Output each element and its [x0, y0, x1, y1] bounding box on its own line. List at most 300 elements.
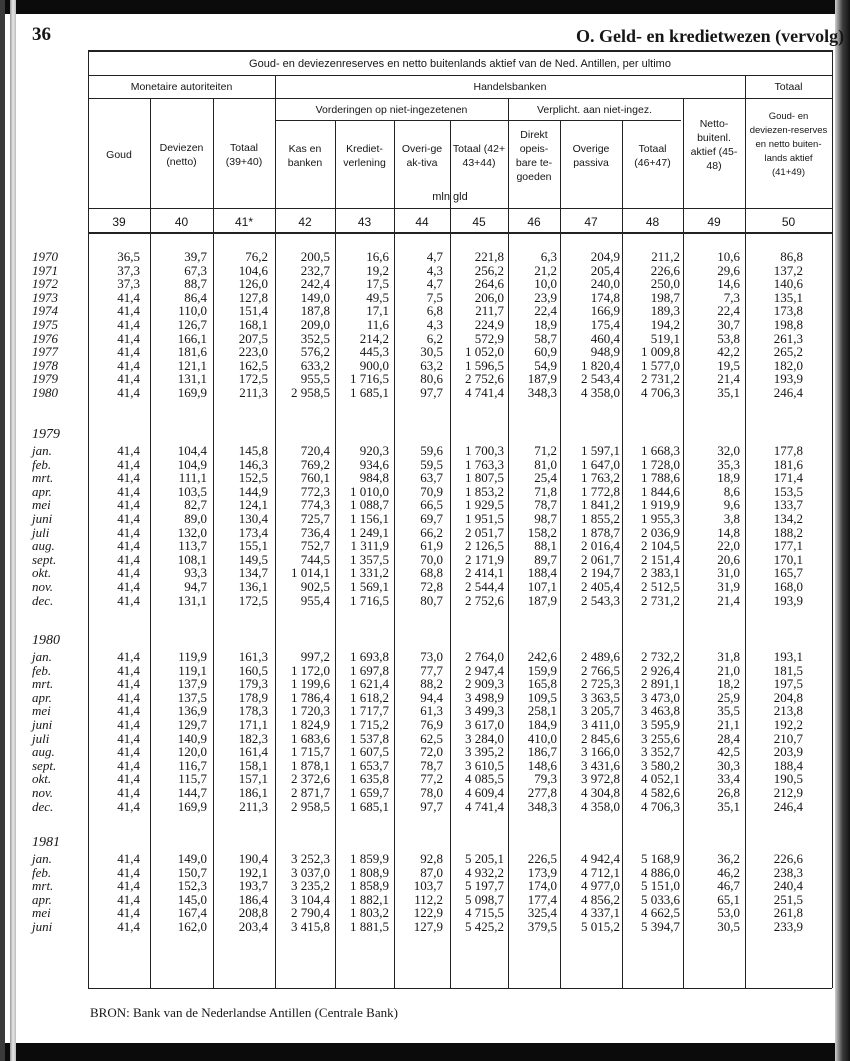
row-label: 1971: [32, 262, 58, 278]
table-cell: 169,9: [177, 385, 207, 400]
table-cell: 2 543,4: [581, 371, 620, 387]
table-cell: 752,7: [300, 538, 330, 554]
table-cell: 2 909,3: [465, 676, 504, 692]
table-cell: 59,6: [420, 443, 443, 458]
table-cell: 1 010,0: [350, 483, 389, 499]
table-cell: 174,8: [590, 289, 620, 305]
table-cell: 1 763,3: [465, 456, 504, 472]
table-cell: 209,0: [300, 317, 330, 332]
table-cell: 171,1: [238, 717, 268, 732]
table-cell: 221,8: [474, 249, 504, 264]
table-cell: 4 337,1: [581, 905, 620, 921]
table-cell: 2 891,1: [641, 676, 680, 692]
header-rule-numbers-bottom: [88, 232, 832, 234]
table-cell: 151,4: [238, 303, 268, 319]
group-monetaire: Monetaire autoriteiten: [130, 81, 233, 93]
table-cell: 68,8: [420, 565, 443, 581]
table-cell: 71,8: [534, 483, 557, 499]
table-cell: 1 929,5: [465, 497, 504, 513]
table-cell: 1 859,9: [350, 851, 389, 866]
page-gutter: [10, 0, 16, 1061]
group-totaal: Totaal: [774, 81, 803, 93]
table-cell: 72,8: [420, 579, 443, 594]
table-cell: 177,1: [773, 538, 803, 554]
column-header: Totaal (46+47): [634, 142, 671, 169]
table-cell: 132,0: [177, 524, 207, 540]
table-cell: 98,7: [534, 511, 557, 526]
column-rule: [832, 50, 833, 988]
table-cell: 1 668,3: [641, 443, 680, 458]
table-cell: 238,3: [773, 864, 803, 880]
table-cell: 113,7: [178, 538, 207, 554]
table-cell: 1 009,8: [641, 344, 680, 360]
table-cell: 41,4: [117, 919, 140, 934]
table-cell: 460,4: [590, 330, 620, 346]
table-cell: 203,4: [238, 919, 268, 934]
column-number: 50: [781, 215, 796, 229]
table-cell: 1 717,7: [350, 703, 389, 719]
table-cell: 240,0: [590, 276, 620, 292]
table-cell: 122,9: [413, 905, 443, 921]
table-cell: 87,0: [420, 864, 443, 880]
column-header: Kas en banken: [287, 142, 323, 169]
table-cell: 774,3: [300, 497, 330, 513]
table-cell: 3 235,2: [291, 878, 330, 894]
table-cell: 61,3: [420, 703, 443, 719]
row-label: dec.: [32, 798, 54, 814]
table-cell: 78,7: [534, 497, 557, 513]
table-cell: 86,8: [780, 249, 803, 264]
table-cell: 900,0: [359, 357, 389, 373]
row-label: feb.: [32, 662, 52, 678]
table-cell: 2 051,7: [465, 524, 504, 540]
row-label: 1974: [32, 303, 58, 319]
table-cell: 920,3: [359, 443, 389, 458]
table-cell: 6,8: [426, 303, 443, 319]
table-cell: 4 942,4: [581, 851, 620, 866]
table-cell: 144,7: [177, 785, 207, 800]
table-cell: 41,4: [117, 371, 140, 387]
table-cell: 70,0: [420, 551, 443, 567]
table-cell: 1 841,2: [581, 497, 620, 513]
table-cell: 1 803,2: [350, 905, 389, 921]
table-cell: 182,0: [773, 357, 803, 373]
row-label: juni: [32, 919, 53, 934]
header-rule-totaal: [745, 98, 832, 99]
table-cell: 14,8: [717, 524, 740, 540]
table-cell: 256,2: [474, 262, 504, 278]
table-cell: 10,6: [717, 249, 740, 264]
table-cell: 166,1: [177, 330, 207, 346]
row-label: juli: [32, 730, 50, 746]
table-cell: 181,5: [773, 662, 803, 678]
table-cell: 1 786,4: [291, 689, 330, 705]
scan-border-bottom: [0, 1043, 850, 1061]
column-header: Totaal (42+ 43+44): [452, 142, 506, 169]
table-cell: 3,8: [723, 511, 740, 526]
table-cell: 177,4: [527, 891, 557, 907]
row-label: 1980: [32, 385, 58, 400]
table-cell: 167,4: [177, 905, 207, 921]
row-label: feb.: [32, 456, 52, 472]
column-header: Goud- en deviezen-reserves en netto buiten-lands aktief (41+49): [749, 110, 828, 178]
table-cell: 80,7: [420, 592, 443, 608]
table-cell: 3 617,0: [465, 717, 504, 732]
table-cell: 445,3: [359, 344, 389, 360]
table-cell: 4 715,5: [465, 905, 504, 921]
table-cell: 1 199,6: [291, 676, 330, 692]
table-cell: 165,7: [773, 565, 803, 581]
table-cell: 22,0: [717, 538, 740, 554]
table-cell: 103,7: [413, 878, 443, 894]
table-cell: 4,3: [426, 317, 443, 332]
row-label: feb.: [32, 864, 52, 880]
table-cell: 4 712,1: [581, 864, 620, 880]
table-cell: 159,9: [527, 662, 557, 678]
table-cell: 16,6: [366, 249, 389, 264]
table-cell: 146,3: [238, 456, 268, 472]
table-cell: 2 512,5: [641, 579, 680, 594]
table-cell: 934,6: [359, 456, 389, 472]
table-cell: 1 088,7: [350, 497, 389, 513]
row-label: apr.: [32, 891, 52, 907]
table-cell: 162,5: [238, 357, 268, 373]
table-cell: 1 693,8: [350, 649, 389, 664]
table-cell: 18,2: [717, 676, 740, 692]
table-cell: 78,0: [420, 785, 443, 800]
row-label: okt.: [32, 771, 52, 787]
table-cell: 168,0: [773, 579, 803, 594]
table-cell: 1 621,4: [350, 676, 389, 692]
table-cell: 1 772,8: [581, 483, 620, 499]
table-cell: 77,2: [420, 771, 443, 787]
table-cell: 5 033,6: [641, 891, 680, 907]
table-cell: 769,2: [300, 456, 330, 472]
table-cell: 37,3: [117, 276, 140, 292]
table-cell: 63,7: [420, 470, 443, 486]
table-cell: 2 845,6: [581, 730, 620, 746]
table-cell: 29,6: [717, 262, 740, 278]
row-label: juli: [32, 524, 50, 540]
table-cell: 161,3: [238, 649, 268, 664]
table-cell: 66,5: [420, 497, 443, 513]
table-cell: 152,3: [177, 878, 207, 894]
table-cell: 1 156,1: [350, 511, 389, 526]
table-cell: 1 647,0: [581, 456, 620, 472]
table-cell: 4,7: [426, 276, 443, 292]
table-cell: 61,9: [420, 538, 443, 554]
table-cell: 1 716,5: [350, 592, 389, 608]
table-cell: 41,4: [117, 524, 140, 540]
table-cell: 130,4: [238, 511, 268, 526]
table-cell: 3 411,0: [581, 717, 620, 732]
page-edge-shadow: [835, 0, 850, 1061]
table-cell: 53,8: [717, 330, 740, 346]
table-cell: 60,9: [534, 344, 557, 360]
table-cell: 144,9: [238, 483, 268, 499]
table-cell: 5 205,1: [465, 851, 504, 866]
table-cell: 1 311,9: [350, 538, 389, 554]
table-cell: 190,4: [238, 851, 268, 866]
table-cell: 19,2: [366, 262, 389, 278]
table-cell: 36,5: [117, 249, 140, 264]
block-title: 1979: [32, 427, 60, 442]
table-cell: 89,7: [534, 551, 557, 567]
table-cell: 725,7: [300, 511, 330, 526]
table-cell: 18,9: [717, 470, 740, 486]
table-cell: 187,9: [527, 592, 557, 608]
table-cell: 155,1: [238, 538, 268, 554]
table-cell: 41,4: [117, 456, 140, 472]
table-cell: 2 752,6: [465, 592, 504, 608]
table-cell: 115,7: [178, 771, 207, 787]
table-cell: 198,7: [650, 289, 680, 305]
table-cell: 41,4: [117, 551, 140, 567]
table-cell: 150,7: [177, 864, 207, 880]
row-label: mrt.: [32, 470, 54, 486]
table-cell: 1 715,2: [350, 717, 389, 732]
table-cell: 184,9: [527, 717, 557, 732]
row-label: 1977: [32, 344, 58, 360]
table-cell: 116,7: [178, 757, 207, 773]
table-cell: 10,0: [534, 276, 557, 292]
table-cell: 203,9: [773, 744, 803, 760]
table-cell: 2 732,2: [641, 649, 680, 664]
table-cell: 62,5: [420, 730, 443, 746]
table-cell: 242,4: [300, 276, 330, 292]
table-cell: 153,5: [773, 483, 803, 499]
table-cell: 948,9: [590, 344, 620, 360]
table-cell: 14,6: [717, 276, 740, 292]
table-cell: 1 858,9: [350, 878, 389, 894]
table-cell: 41,4: [117, 565, 140, 581]
table-cell: 1 881,5: [350, 919, 389, 934]
table-cell: 1 919,9: [641, 497, 680, 513]
table-cell: 41,4: [117, 864, 140, 880]
table-cell: 1 683,6: [291, 730, 330, 746]
table-cell: 1 878,7: [581, 524, 620, 540]
table-cell: 59,5: [420, 456, 443, 472]
row-label: jan.: [32, 851, 52, 866]
table-cell: 88,7: [184, 276, 207, 292]
table-cell: 168,1: [238, 317, 268, 332]
column-header: Totaal (39+40): [225, 142, 263, 168]
table-cell: 3 395,2: [465, 744, 504, 760]
table-cell: 3 580,2: [641, 757, 680, 773]
table-cell: 1 728,0: [641, 456, 680, 472]
column-number: 49: [707, 215, 721, 229]
table-cell: 170,1: [773, 551, 803, 567]
table-cell: 955,5: [300, 371, 330, 387]
table-cell: 193,9: [773, 371, 803, 387]
table-cell: 134,7: [238, 565, 268, 581]
table-cell: 2 414,1: [465, 565, 504, 581]
row-label: mei: [32, 905, 51, 921]
table-cell: 3 473,0: [641, 689, 680, 705]
table-cell: 190,5: [773, 771, 803, 787]
table-cell: 186,1: [238, 785, 268, 800]
table-cell: 94,4: [420, 689, 443, 705]
table-cell: 3 037,0: [291, 864, 330, 880]
table-cell: 251,5: [773, 891, 803, 907]
scan-border-left: [0, 0, 5, 1061]
table-cell: 188,4: [527, 565, 557, 581]
table-cell: 2 016,4: [581, 538, 620, 554]
table-cell: 77,7: [420, 662, 443, 678]
row-label: mei: [32, 703, 51, 719]
table-cell: 21,1: [717, 717, 740, 732]
table-cell: 152,5: [238, 470, 268, 486]
table-cell: 30,3: [717, 757, 740, 773]
row-label: okt.: [32, 565, 52, 581]
table-cell: 242,6: [527, 649, 557, 664]
column-number: 46: [527, 215, 541, 229]
row-label: 1978: [32, 357, 58, 373]
table-cell: 20,6: [717, 551, 740, 567]
table-cell: 70,9: [420, 483, 443, 499]
table-cell: 30,5: [717, 919, 740, 934]
table-cell: 3 166,0: [581, 744, 620, 760]
column-number: 48: [645, 215, 660, 229]
table-cell: 902,5: [300, 579, 330, 594]
table-cell: 46,7: [717, 878, 740, 894]
table-cell: 137,2: [773, 262, 803, 278]
row-label: 1970: [32, 249, 58, 264]
row-label: jan.: [32, 443, 52, 458]
table-cell: 2 405,4: [581, 579, 620, 594]
row-label: aug.: [32, 744, 55, 760]
column-header: Deviezen (netto): [159, 142, 204, 168]
table-cell: 1 685,1: [350, 798, 389, 814]
table-cell: 41,4: [117, 785, 140, 800]
table-cell: 410,0: [527, 730, 557, 746]
table-cell: 1 052,0: [465, 344, 504, 360]
table-cell: 189,3: [650, 303, 680, 319]
table-cell: 174,0: [527, 878, 557, 894]
page-number: 36: [32, 24, 51, 45]
table-cell: 41,4: [117, 511, 140, 526]
table-cell: 11,6: [366, 317, 389, 332]
table-cell: 73,0: [420, 649, 443, 664]
column-number: 47: [584, 215, 598, 229]
row-label: 1973: [32, 289, 58, 305]
table-main-title: Goud- en deviezenreserves en netto buitenlands aktief van de Ned. Antillen, per ultimo: [249, 58, 671, 70]
column-header: Netto-buitenl. aktief (45-48): [690, 117, 738, 172]
table-cell: 127,8: [238, 289, 268, 305]
row-label: aug.: [32, 538, 55, 554]
table-cell: 31,0: [717, 565, 740, 581]
column-number: 39: [112, 215, 126, 229]
table-cell: 6,3: [540, 249, 557, 264]
table-cell: 104,9: [177, 456, 207, 472]
table-cell: 1 700,3: [465, 443, 504, 458]
table-cell: 1 844,6: [641, 483, 680, 499]
table-cell: 41,4: [117, 317, 140, 332]
table-cell: 213,8: [773, 703, 803, 719]
row-label: jan.: [32, 649, 52, 664]
table-cell: 25,9: [717, 689, 740, 705]
table-cell: 158,1: [238, 757, 268, 773]
table-cell: 149,0: [177, 851, 207, 866]
table-cell: 264,6: [474, 276, 504, 292]
table-cell: 8,6: [723, 483, 740, 499]
table-cell: 6,2: [426, 330, 443, 346]
table-cell: 19,5: [717, 357, 740, 373]
table-cell: 519,1: [650, 330, 680, 346]
table-cell: 178,3: [238, 703, 268, 719]
table-cell: 2 764,0: [465, 649, 504, 664]
table-cell: 173,4: [238, 524, 268, 540]
table-cell: 214,2: [359, 330, 389, 346]
table-cell: 997,2: [300, 649, 330, 664]
table-cell: 198,8: [773, 317, 803, 332]
table-cell: 120,0: [177, 744, 207, 760]
table-cell: 179,3: [238, 676, 268, 692]
row-label: dec.: [32, 592, 54, 608]
table-cell: 192,1: [238, 864, 268, 880]
table-cell: 49,5: [366, 289, 389, 305]
table-cell: 1 716,5: [350, 371, 389, 387]
table-cell: 2 372,6: [291, 771, 330, 787]
table-cell: 197,5: [773, 676, 803, 692]
table-cell: 1 807,5: [465, 470, 504, 486]
table-cell: 66,2: [420, 524, 443, 540]
table-cell: 208,8: [238, 905, 268, 921]
header-rule-numbers-top: [88, 208, 832, 209]
sub-verplicht: Verplicht. aan niet-ingez.: [537, 103, 652, 116]
row-label: mei: [32, 497, 51, 513]
row-label: apr.: [32, 483, 52, 499]
table-cell: 3 595,9: [641, 717, 680, 732]
table-cell: 955,4: [300, 592, 330, 608]
table-cell: 126,0: [238, 276, 268, 292]
table-cell: 193,7: [238, 878, 268, 894]
table-cell: 41,4: [117, 798, 140, 814]
table-cell: 1 569,1: [350, 579, 389, 594]
table-cell: 1 715,7: [291, 744, 330, 760]
table-cell: 2 926,4: [641, 662, 680, 678]
table-cell: 124,1: [238, 497, 268, 513]
table-cell: 226,6: [650, 262, 680, 278]
table-cell: 1 697,8: [350, 662, 389, 678]
table-cell: 4 932,2: [465, 864, 504, 880]
table-cell: 63,2: [420, 357, 443, 373]
table-cell: 149,0: [300, 289, 330, 305]
table-cell: 37,3: [117, 262, 140, 278]
table-cell: 181,6: [773, 456, 803, 472]
column-header: Direkt opeis-bare te-goeden: [515, 128, 553, 183]
table-cell: 76,9: [420, 717, 443, 732]
table-cell: 41,4: [117, 443, 140, 458]
table-cell: 21,4: [717, 592, 740, 608]
table-cell: 119,9: [178, 649, 207, 664]
table-cell: 129,7: [177, 717, 207, 732]
table-cell: 109,5: [527, 689, 557, 705]
table-cell: 772,3: [300, 483, 330, 499]
table-cell: 145,0: [177, 891, 207, 907]
table-cell: 69,7: [420, 511, 443, 526]
table-cell: 104,6: [238, 262, 268, 278]
table-cell: 136,1: [238, 579, 268, 594]
table-cell: 136,9: [177, 703, 207, 719]
table-cell: 65,1: [717, 891, 740, 907]
table-cell: 4 052,1: [641, 771, 680, 787]
table-cell: 4 609,4: [465, 785, 504, 800]
table-cell: 41,4: [117, 385, 140, 400]
table-cell: 5 015,2: [581, 919, 620, 934]
table-cell: 110,0: [178, 303, 207, 319]
table-cell: 173,9: [527, 864, 557, 880]
